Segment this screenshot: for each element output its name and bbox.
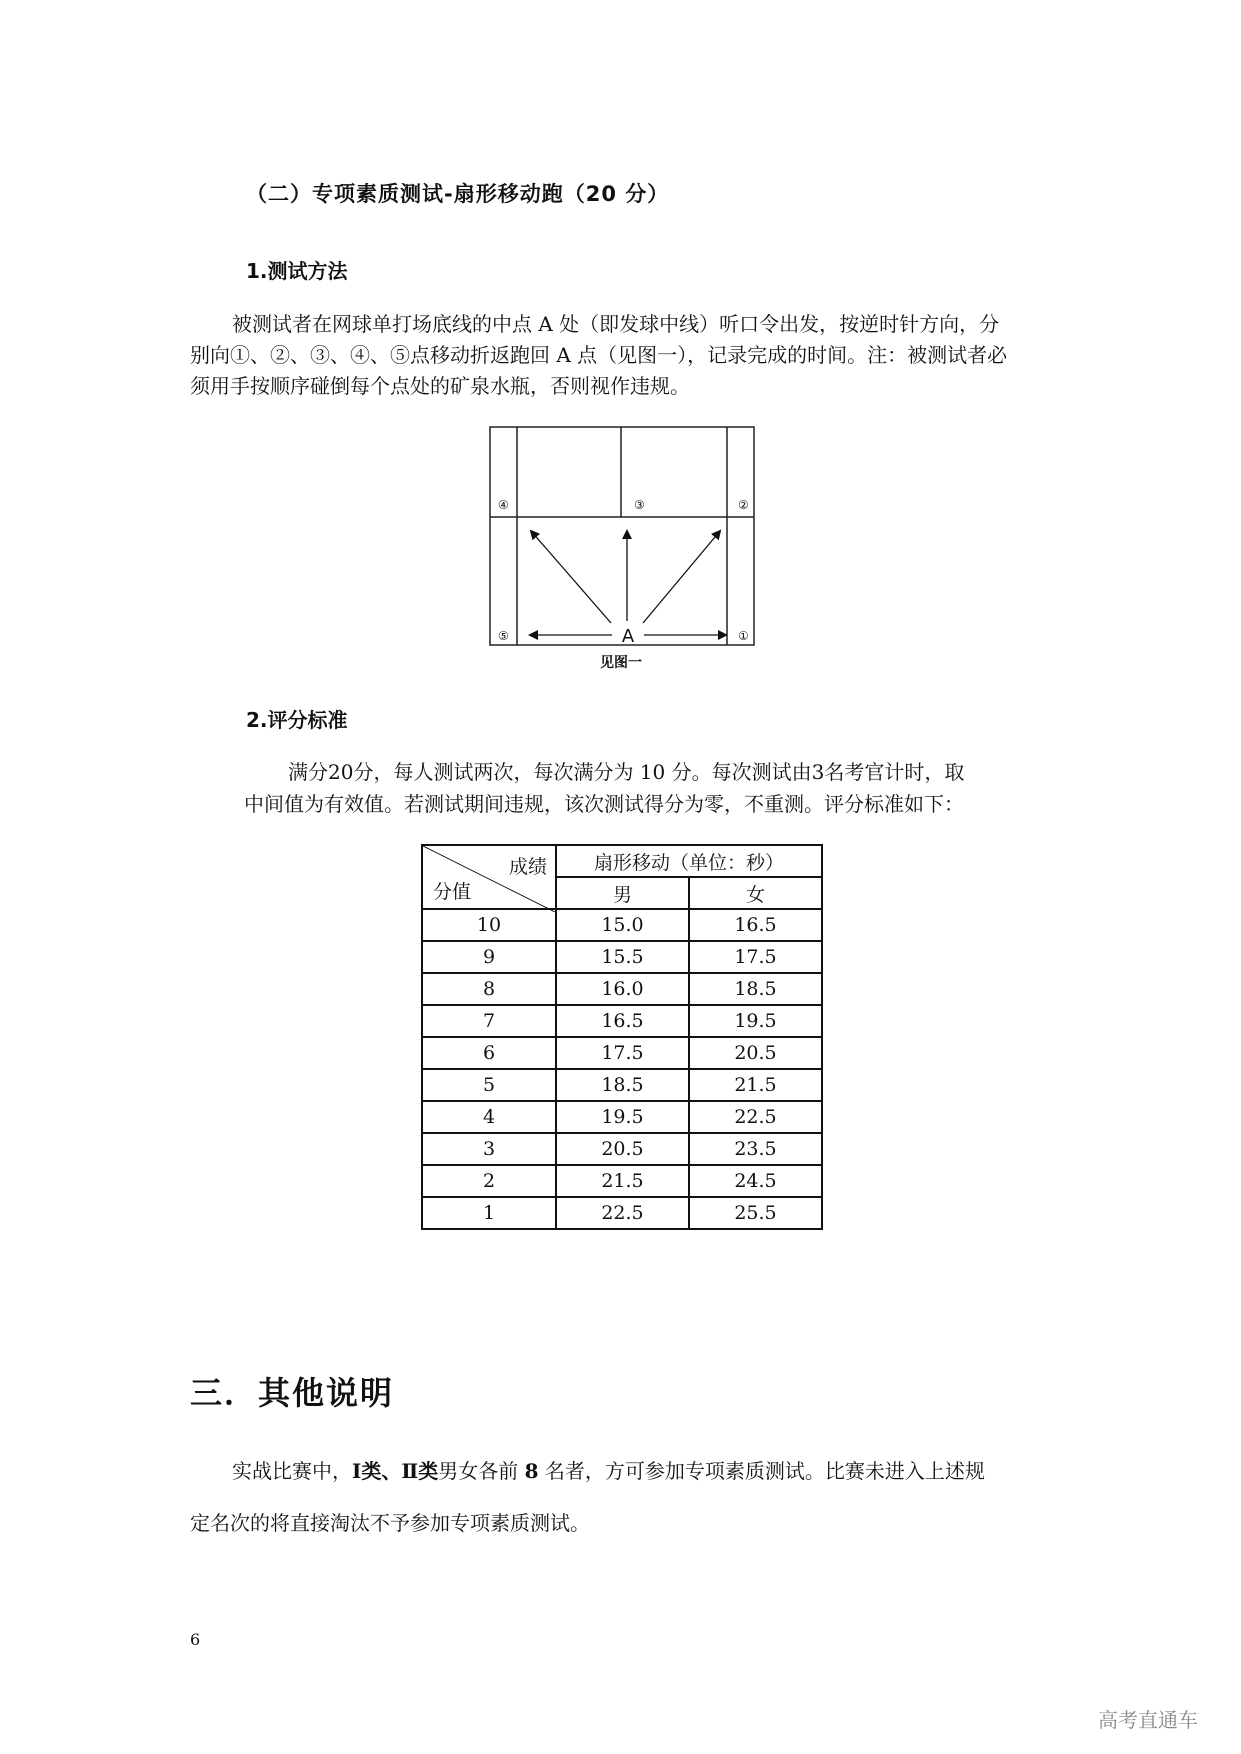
female-time-cell: 17.5 [689,941,822,973]
female-time-cell: 20.5 [689,1037,822,1069]
male-time-cell: 15.5 [556,941,689,973]
other-notes-heading: 三．其他说明 [190,1374,395,1412]
group-header: 扇形移动（单位：秒） [556,845,822,877]
male-time-cell: 16.0 [556,973,689,1005]
other-notes-line-1 [232,1456,985,1486]
score-cell: 7 [422,1005,556,1037]
point-5-label: ⑤ [498,629,509,643]
point-3-label: ③ [634,498,645,512]
table-row [422,1069,822,1101]
point-4-label: ④ [498,498,509,512]
watermark: 高考直通车 [1098,1708,1198,1732]
male-time-cell: 20.5 [556,1133,689,1165]
corner-label-score: 分值 [433,881,472,903]
female-time-cell: 23.5 [689,1133,822,1165]
male-time-cell: 21.5 [556,1165,689,1197]
other-notes-text: 男女各前 [438,1459,525,1483]
score-cell: 9 [422,941,556,973]
method-paragraph-line-2: 别向①、②、③、④、⑤点移动折返跑回 A 点（见图一），记录完成的时间。注：被测试者必 [190,343,1008,367]
court-diagram-svg [488,425,758,650]
female-time-cell: 25.5 [689,1197,822,1229]
female-time-cell: 24.5 [689,1165,822,1197]
female-time-cell: 18.5 [689,973,822,1005]
figure-caption: 见图一 [600,655,642,671]
table-row [422,1101,822,1133]
column-header-male: 男 [556,877,689,909]
score-cell: 6 [422,1037,556,1069]
male-time-cell: 15.0 [556,909,689,941]
table-row [422,909,822,941]
male-time-cell: 17.5 [556,1037,689,1069]
method-paragraph-line-3: 须用手按顺序碰倒每个点处的矿泉水瓶，否则视作违规。 [190,374,690,398]
section-title: （二）专项素质测试-扇形移动跑（20 分） [246,182,670,206]
score-cell: 3 [422,1133,556,1165]
page-number: 6 [190,1630,201,1649]
other-notes-text: 实战比赛中， [232,1459,352,1483]
point-2-label: ② [738,498,749,512]
score-cell: 10 [422,909,556,941]
method-paragraph-line-1: 被测试者在网球单打场底线的中点 A 处（即发球中线）听口令出发，按逆时针方向，分 [232,312,1000,336]
category-emphasis: Ⅰ类、Ⅱ类 [352,1459,439,1483]
scoring-heading: 2.评分标准 [246,708,348,732]
score-cell: 5 [422,1069,556,1101]
table-row [422,1133,822,1165]
scoring-table [421,844,823,1230]
table-row [422,1005,822,1037]
male-time-cell: 16.5 [556,1005,689,1037]
male-time-cell: 19.5 [556,1101,689,1133]
table-row [422,1037,822,1069]
method-heading: 1.测试方法 [246,259,348,283]
table-header-row [422,845,822,877]
table-row [422,1197,822,1229]
other-notes-text: 名者，方可参加专项素质测试。比赛未进入上述规 [538,1459,985,1483]
point-1-label: ① [738,629,749,643]
male-time-cell: 18.5 [556,1069,689,1101]
table-row [422,1165,822,1197]
female-time-cell: 19.5 [689,1005,822,1037]
rank-number: 8 [524,1459,539,1483]
male-time-cell: 22.5 [556,1197,689,1229]
female-time-cell: 22.5 [689,1101,822,1133]
score-cell: 4 [422,1101,556,1133]
table-row [422,941,822,973]
corner-label-result: 成绩 [508,856,547,878]
point-a-label: A [621,626,635,647]
score-cell: 8 [422,973,556,1005]
table-corner-cell [422,845,556,909]
female-time-cell: 16.5 [689,909,822,941]
column-header-female: 女 [689,877,822,909]
score-cell: 1 [422,1197,556,1229]
scoring-paragraph-line-2: 中间值为有效值。若测试期间违规，该次测试得分为零，不重测。评分标准如下： [244,792,964,816]
scoring-paragraph-line-1: 满分20分，每人测试两次，每次满分为 10 分。每次测试由3名考官计时，取 [288,760,965,784]
other-notes-line-2: 定名次的将直接淘汰不予参加专项素质测试。 [190,1511,590,1535]
table-row [422,973,822,1005]
score-cell: 2 [422,1165,556,1197]
female-time-cell: 21.5 [689,1069,822,1101]
court-diagram [488,425,758,650]
